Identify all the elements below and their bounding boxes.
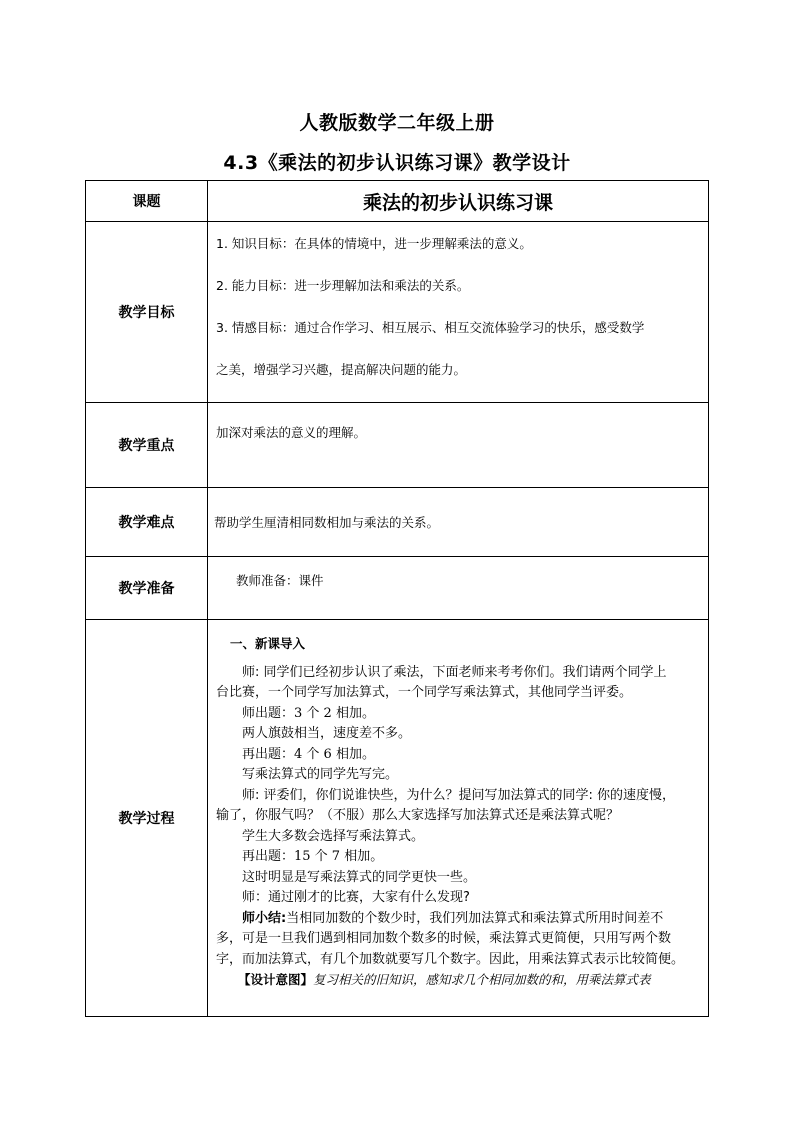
document-subtitle: 4.3《乘法的初步认识练习课》教学设计 [223,152,571,174]
row-difficulty [86,488,709,557]
process-line: 写乘法算式的同学先写完。 [242,767,399,782]
summary-line: 字，而加法算式，有几个加数就要写几个数字。因此，用乘法算式表示比较简便。 [216,951,685,967]
difficulty-text: 帮助学生厘清相同数相加与乘法的关系。 [214,515,440,530]
lesson-plan-table [85,180,709,1017]
summary-label: 师小结: [242,910,287,926]
label-difficulty: 教学难点 [86,488,208,557]
process-line: 台比赛，一个同学写加法算式，一个同学写乘法算式，其他同学当评委。 [216,685,633,700]
process-line: 两人旗鼓相当，速度差不多。 [242,726,412,741]
document-title: 人教版数学二年级上册 [299,112,495,134]
process-line: 再出题：4 个 6 相加。 [242,746,375,762]
preparation-text: 教师准备：课件 [236,573,324,588]
process-line: 学生大多数会选择写乘法算式。 [242,828,425,844]
goal-item: 3. 情感目标：通过合作学习、相互展示、相互交流体验学习的快乐，感受数学 [216,320,645,335]
label-topic: 课题 [86,181,208,222]
label-preparation: 教学准备 [86,557,208,620]
process-line: 师出题：3 个 2 相加。 [242,705,375,721]
process-line: 师: 同学们已经初步认识了乘法，下面老师来考考你们。我们请两个同学上 [242,664,667,680]
row-topic [86,181,709,222]
summary-line: 多，可是一旦我们遇到相同加数个数多的时候，乘法算式更简便，只用写两个数 [216,931,672,946]
process-line: 这时明显是写乘法算式的同学更快一些。 [242,869,477,885]
label-key-point: 教学重点 [86,403,208,488]
process-content [208,620,708,991]
goals-list [208,222,708,380]
process-line: 师：通过刚才的比赛，大家有什么发现? [242,890,470,905]
topic-value: 乘法的初步认识练习课 [208,181,709,222]
row-preparation [86,557,709,620]
goal-item-continued: 之美，增强学习兴趣，提高解决问题的能力。 [216,362,467,377]
summary-line [216,909,702,930]
design-intent-label: 【设计意图】 [238,972,314,987]
row-process [86,620,709,1017]
process-line: 师: 评委们，你们说谁快些，为什么？提问写加法算式的同学: 你的速度慢， [242,787,676,803]
design-intent-line [216,970,702,991]
process-line: 再出题：15 个 7 相加。 [242,849,384,864]
label-process: 教学过程 [86,620,208,1017]
section-title: 一、新课导入 [230,636,306,651]
process-line: 输了，你服气吗？（不服）那么大家选择写加法算式还是乘法算式呢？ [216,808,620,823]
goal-item: 2. 能力目标：进一步理解加法和乘法的关系。 [216,278,470,293]
design-intent-text: 复习相关的旧知识，感知求几个相同加数的和，用乘法算式表 [313,972,651,987]
key-point-text: 加深对乘法的意义的理解。 [216,425,367,440]
summary-text: 当相同加数的个数少时，我们列加法算式和乘法算式所用时间差不 [286,910,664,926]
goal-item: 1. 知识目标：在具体的情境中，进一步理解乘法的意义。 [216,236,532,251]
row-key-point [86,403,709,488]
row-goals [86,222,709,403]
label-goals: 教学目标 [86,222,208,403]
